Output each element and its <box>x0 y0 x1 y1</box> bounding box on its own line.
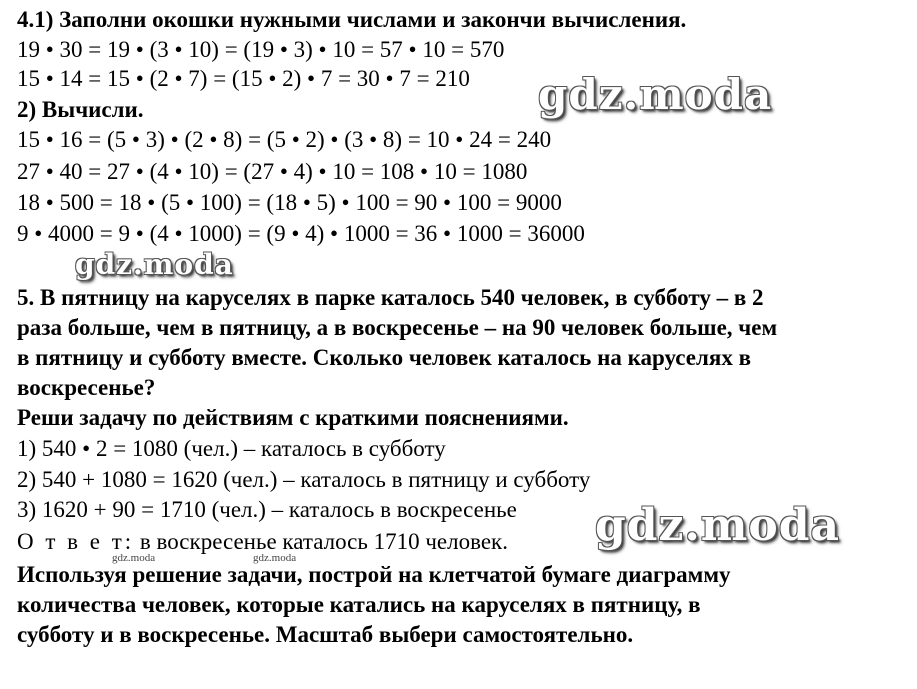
task4-heading: 4.1) Заполни окошки нужными числами и закончи вычисления. <box>17 7 687 32</box>
task5-step-1: 1) 540 • 2 = 1080 (чел.) – каталось в субботу <box>17 436 446 461</box>
task4-sub-line-3: 18 • 500 = 18 • (5 • 100) = (18 • 5) • 100 = 90 • 100 = 9000 <box>17 190 562 215</box>
watermark-small-2: gdz.moda <box>253 552 297 564</box>
watermark-small-1: gdz.moda <box>112 552 156 564</box>
watermark-logo-3: gdz.moda <box>595 500 841 551</box>
task4-line-1: 19 • 30 = 19 • (3 • 10) = (19 • 3) • 10 = 57 • 10 = 570 <box>17 37 505 62</box>
task4-line-2: 15 • 14 = 15 • (2 • 7) = (15 • 2) • 7 = 30 • 7 = 210 <box>17 66 470 91</box>
task5-step-3: 3) 1620 + 90 = 1710 (чел.) – каталось в воскресенье <box>17 497 517 522</box>
task5-final-line-3: субботу и в воскресенье. Масштаб выбери самостоятельно. <box>17 622 634 647</box>
task5-problem-line-1: 5. В пятницу на каруселях в парке каталось 540 человек, в субботу – в 2 <box>17 285 764 310</box>
watermark-logo-2: gdz.moda <box>75 248 234 281</box>
task5-final-line-1: Используя решение задачи, построй на клетчатой бумаге диаграмму <box>17 562 731 587</box>
task4-sub-line-2: 27 • 40 = 27 • (4 • 10) = (27 • 4) • 10 = 108 • 10 = 1080 <box>17 159 528 184</box>
task5-problem-line-2: раза больше, чем в пятницу, а в воскресенье – на 90 человек больше, чем <box>17 315 778 340</box>
answer-text: в воскресенье каталось 1710 человек. <box>134 529 508 554</box>
watermark-logo-1: gdz.moda <box>538 70 773 119</box>
task5-step-2: 2) 540 + 1080 = 1620 (чел.) – каталось в пятницу и субботу <box>17 467 591 492</box>
task4-sub-line-4: 9 • 4000 = 9 • (4 • 1000) = (9 • 4) • 1000 = 36 • 1000 = 36000 <box>17 221 585 246</box>
task5-problem-line-3: в пятницу и субботу вместе. Сколько человек каталось на каруселях в <box>17 345 751 370</box>
task5-instruction: Реши задачу по действиям с краткими пояснениями. <box>17 405 569 430</box>
task5-final-line-2: количества человек, которые катались на каруселях в пятницу, в <box>17 592 701 617</box>
task4-subheading: 2) Вычисли. <box>17 97 144 122</box>
task4-sub-line-1: 15 • 16 = (5 • 3) • (2 • 8) = (5 • 2) • (3 • 8) = 10 • 24 = 240 <box>17 127 552 152</box>
answer-label: О т в е т: <box>17 529 135 554</box>
task5-problem-line-4: воскресенье? <box>17 375 156 400</box>
